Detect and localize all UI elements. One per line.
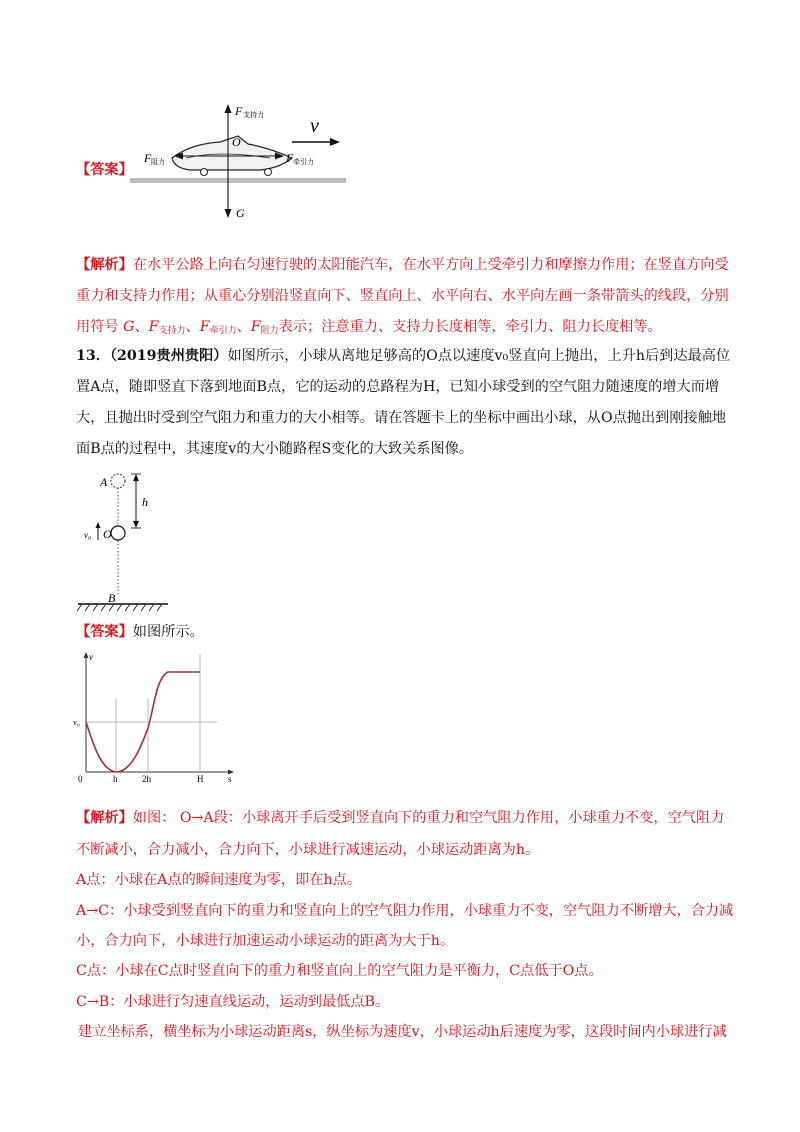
analysis-1-line-3: 用符号 G、$F_{支持力}$、$F_{牵引力}$、$F_{阻力}$表示；注意重力、支持力长度相等，牵引力、阻力长度相等。 xyxy=(76,319,662,336)
analysis-1-line-2: 重力和支持力作用；从重心分别沿竖直向下、竖直向上、水平向右、水平向左画一条带箭头的线段，分别 xyxy=(76,288,729,304)
question-13-line-2: 置A点，随即竖直下落到地面B点，它的运动的总路程为H，已知小球受到的空气阻力随速度的增大而增 xyxy=(76,379,720,395)
svg-text:牵引力: 牵引力 xyxy=(293,158,314,166)
center-o-label: O xyxy=(232,135,241,149)
velocity-arrowhead xyxy=(330,138,340,146)
analysis-1-line-1: 【解析】在水平公路上向右匀速行驶的太阳能汽车，在水平方向上受牵引力和摩擦力作用；在竖直方向受 xyxy=(76,257,729,273)
resistance-label: F xyxy=(144,151,152,165)
analysis-2-line-7: C→B：小球进行匀速直线运动，运动到最低点B。 xyxy=(76,994,390,1010)
traction-label: F xyxy=(286,151,294,165)
analysis-2-line-4: A→C：小球受到竖直向下的重力和竖直向上的空气阻力作用，小球重力不变，空气阻力不断增大，合力减 xyxy=(76,903,734,919)
tick-2h: 2h xyxy=(142,774,151,784)
x-axis-label: s xyxy=(228,774,232,784)
analysis-2-line-5: 小，合力向下，小球进行加速运动小球运动的距离为大于h。 xyxy=(76,933,455,949)
analysis-2-line-6: C点：小球在C点时竖直向下的重力和竖直向上的空气阻力是平衡力，C点低于O点。 xyxy=(76,963,603,979)
label-v0: v₀ xyxy=(84,530,92,540)
tick-H: H xyxy=(197,774,204,784)
svg-text:支持力: 支持力 xyxy=(243,111,264,119)
question-13-line-1: 13．（2019贵州贵阳）如图所示，小球从离地足够高的O点以速度v₀竖直向上抛出，上升h后到达最高位 xyxy=(76,348,731,364)
analysis-2-line-3: A点：小球在A点的瞬间速度为零，即在h点。 xyxy=(76,872,362,888)
support-force-arrowhead xyxy=(225,104,232,113)
ball-at-o xyxy=(111,526,125,540)
question-13-line-4: 面B点的过程中，其速度v的大小随路程S变化的大致关系图像。 xyxy=(76,441,474,457)
label-a: A xyxy=(100,475,108,489)
tick-v0: v₀ xyxy=(73,718,80,727)
label-b: B xyxy=(108,591,116,605)
car-force-diagram xyxy=(120,100,360,225)
ball-throw-diagram xyxy=(76,466,176,614)
velocity-label: v xyxy=(310,115,319,137)
question-13-line-3: 大，且抛出时受到空气阻力和重力的大小相等。请在答题卡上的坐标中画出小球，从O点抛出到刚接触地 xyxy=(76,410,727,426)
velocity-distance-graph xyxy=(72,648,242,786)
analysis-2-line-2: 不断减小，合力减小，合力向下，小球进行减速运动，小球运动距离为h。 xyxy=(76,842,540,858)
label-h: h xyxy=(142,495,148,509)
answer-tag-1: 【答案】 xyxy=(76,162,133,178)
analysis-2-line-8: 建立坐标系，横坐标为小球运动距离s，纵坐标为速度v，小球运动h后速度为零，这段时间内小球进行减 xyxy=(78,1024,727,1040)
y-axis-label: v xyxy=(89,652,93,662)
gravity-label: G xyxy=(236,206,245,220)
origin-label: 0 xyxy=(78,774,83,784)
answer-2: 【答案】如图所示。 xyxy=(76,624,204,640)
analysis-2-line-1: 【解析】如图： O→A段：小球离开手后受到竖直向下的重力和空气阻力作用，小球重力不变，空气阻力 xyxy=(76,810,725,826)
label-o: O xyxy=(103,527,112,541)
road-ground xyxy=(130,178,346,183)
tick-h: h xyxy=(113,774,118,784)
support-force-label: F xyxy=(235,104,243,118)
ball-at-a xyxy=(111,474,125,488)
gravity-arrowhead xyxy=(225,209,232,218)
svg-text:阻力: 阻力 xyxy=(151,158,165,166)
